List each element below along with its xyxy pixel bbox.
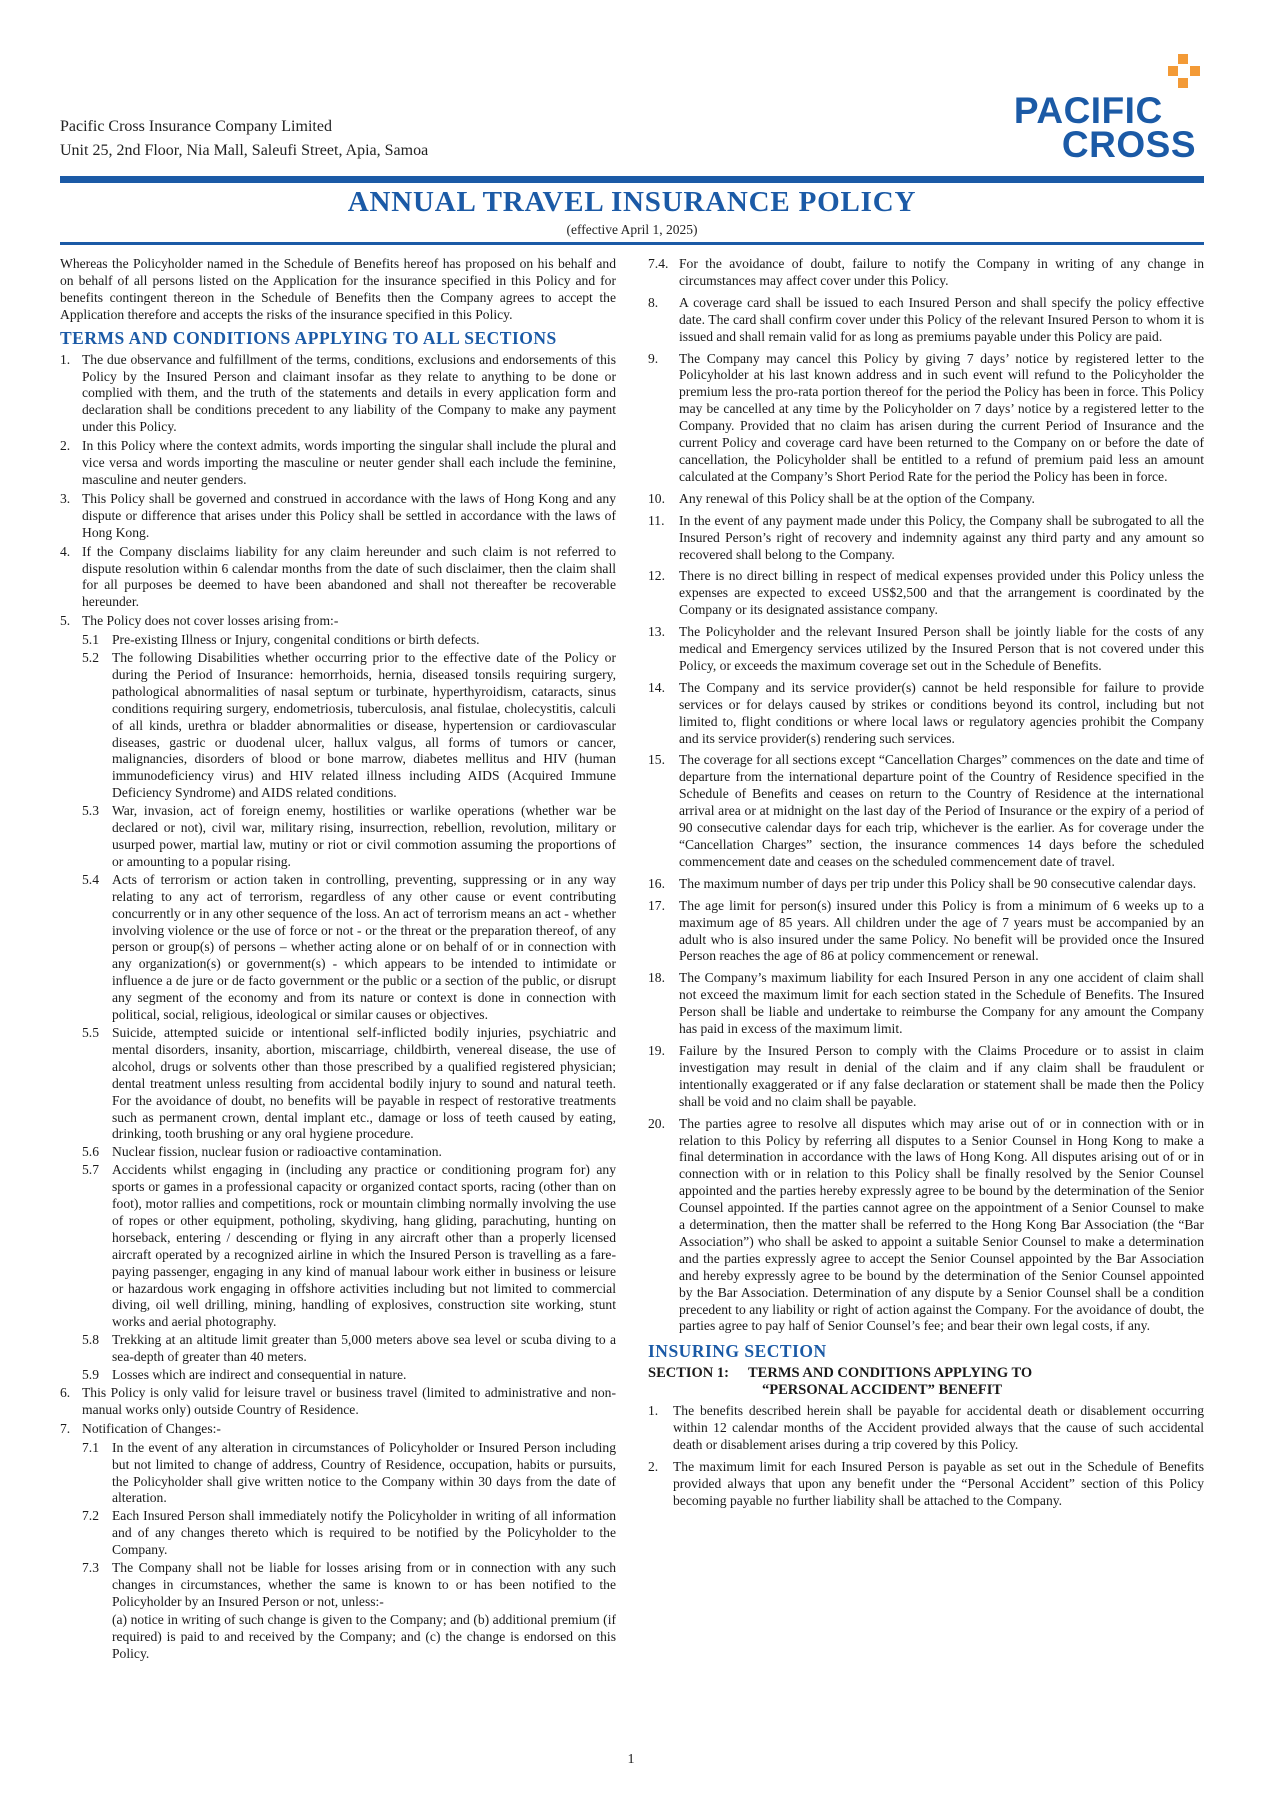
term-item (60, 1421, 616, 1438)
exclusion-item-text: Accidents whilst engaging in (including any practice or conditioning program for) any sports or games in a professional capacity or organized contact sports, racing (other than on foot), motor rallies and competitions, rock or mountain climbing normally involving the use of ropes or other equipment, potholing, skydiving, hang gliding, parachuting, hunting on horseback, entering / descending or flying in any aircraft other than a properly licensed aircraft operated by a recognized airline in which the Insured Person is travelling as a fare-paying passenger, engaging in any kind of manual labour work either in business or leisure or hazardous work engaging in offshore activities including but not limited to commercial diving, oil well drilling, mining, handling of explosives, construction site working, stunt works and aerial photography. (112, 1162, 616, 1330)
term-item-text: There is no direct billing in respect of medical expenses provided under this Policy unless the expenses are expected to exceed US$2,500 and that the arrangement is coordinated by the Company or its designated assistance company. (679, 568, 1204, 618)
exclusion-item-text: Trekking at an altitude limit greater than 5,000 meters above sea level or scuba diving to a sea-depth of greater than 40 meters. (112, 1332, 616, 1365)
change-conditions-note: (a) notice in writing of such change is given to the Company; and (b) additional premium (if required) is paid to and received by the Company; and (c) the change is endorsed on this Policy. (112, 1611, 616, 1661)
section-1-label: SECTION 1: (648, 1365, 729, 1382)
term-item-number: 15. (648, 752, 665, 768)
change-item-text: Each Insured Person shall immediately notify the Policyholder in writing of all information and of any changes thereto which is required to be notified by the Policyholder to the Company. (112, 1508, 616, 1558)
page-header (60, 50, 1204, 175)
term-item (648, 1116, 1204, 1336)
section-1-title (648, 1365, 1204, 1399)
exclusion-item-text: Losses which are indirect and consequential in nature. (112, 1367, 407, 1383)
company-info (60, 115, 428, 163)
term-item (60, 491, 616, 542)
term-item-number: 7.4. (648, 256, 669, 271)
term-item (60, 613, 616, 630)
exclusion-item (82, 1025, 616, 1143)
exclusion-item (82, 632, 616, 649)
exclusion-item-number: 5.5 (82, 1024, 99, 1040)
term-item (648, 624, 1204, 675)
term-item-text: The parties agree to resolve all disputes which may arise out of or in connection with or in relation to this Policy by referring all disputes to a Senior Counsel in Hong Kong to make a final determination in accordance with the laws of Hong Kong. All disputes arising out of or in connection with or in relation to this Policy shall be finally resolved by the Senior Counsel appointed and the parties hereby expressly agree to be bound by the determination of the Senior Counsel appointed. If the parties cannot agree on the appointment of a Senior Counsel to make a determination, then the matter shall be referred to the Hong Kong Bar Association (the “Bar Association”) who shall be asked to appoint a suitable Senior Counsel to make a determination and the parties expressly agree to accept the Senior Counsel appointed by the Bar Association and hereby expressly agree to be bound by the determination of the Senior Counsel appointed by the Bar Association. Determination of any dispute by a Senior Counsel shall be a condition precedent to any liability or right of action against the Company. For the avoidance of doubt, the parties agree to pay half of Senior Counsel’s fee; and bear their own legal costs, if any. (679, 1115, 1204, 1334)
term-item-number: 10. (648, 490, 665, 506)
logo-line-1: PACIFIC (1013, 90, 1163, 131)
term-item (60, 438, 616, 489)
term-item-number: 19. (648, 1042, 665, 1058)
section-1-item (648, 1459, 1204, 1510)
exclusion-item (82, 650, 616, 802)
term-item-text: A coverage card shall be issued to each Insured Person and shall specify the policy effective date. The card shall confirm cover under this Policy of the relevant Insured Person to whom it is issued and shall remain valid for as long as premiums payable under this Policy are paid. (679, 294, 1204, 344)
term-item-number: 17. (648, 897, 665, 913)
exclusion-item (82, 1162, 616, 1331)
logo-line-2: CROSS (1061, 124, 1196, 165)
exclusion-item (82, 1332, 616, 1366)
exclusion-item-text: Nuclear fission, nuclear fusion or radioactive contamination. (112, 1144, 442, 1160)
exclusion-item-number: 5.2 (82, 650, 99, 666)
change-item-number: 7.3 (82, 1560, 99, 1576)
exclusion-item-number: 5.7 (82, 1162, 99, 1178)
term-item-number: 20. (648, 1115, 665, 1131)
term-item-text: The Company’s maximum liability for each Insured Person in any one accident of claim shall not exceed the maximum limit for each section stated in the Schedule of Benefits. The Insured Person shall be liable and undertake to reimburse the Company for any amount the Company has paid in excess of the maximum limit. (679, 970, 1204, 1037)
exclusion-item (82, 803, 616, 871)
right-column (648, 256, 1204, 1515)
term-item-text: The Policy does not cover losses arising from:- (82, 613, 339, 629)
section-1-title-line-2: “PERSONAL ACCIDENT” BENEFIT (762, 1382, 1003, 1399)
term-number: 6. (60, 1385, 71, 1400)
section-1-item (648, 1403, 1204, 1454)
term-item-number: 3. (60, 490, 71, 506)
term-item-text: Failure by the Insured Person to comply with the Claims Procedure or to assist in claim investigation may result in denial of the claim and if any claim shall be fraudulent or intentionally exaggerated or if any false declaration or statement shall be made then the Policy shall be void and no claim shall be payable. (679, 1042, 1204, 1109)
change-item-text: In the event of any alteration in circumstances of Policyholder or Insured Person including but not limited to change of address, Country of Residence, occupation, habits or pursuits, the Policyholder shall give written notice to the Company within 30 days from the date of alteration. (112, 1439, 616, 1506)
exclusion-item-text: Pre-existing Illness or Injury, congenital conditions or birth defects. (112, 632, 480, 648)
term-text: Notification of Changes:- (82, 1420, 221, 1436)
term-item-text: The maximum number of days per trip under this Policy shall be 90 consecutive calendar days. (679, 875, 1197, 891)
exclusion-item-number: 5.1 (82, 632, 99, 648)
term-item-text: If the Company disclaims liability for any claim hereunder and such claim is not referred to dispute resolution within 6 calendar months from the date of such disclaimer, then the claim shall for all purposes be deemed to have been abandoned and shall not thereafter be recoverable hereunder. (82, 543, 616, 610)
change-item (82, 1440, 616, 1508)
section-1-item-text: The benefits described herein shall be payable for accidental death or disablement occurring within 12 calendar months of the Accident provided always that the cause of such accidental death or disablement arises during a trip covered by this Policy. (673, 1403, 1204, 1453)
term-item (648, 568, 1204, 619)
term-item (648, 876, 1204, 893)
section-1-list (648, 1403, 1204, 1509)
exclusion-item (82, 872, 616, 1024)
term-item-number: 13. (648, 624, 665, 640)
term-item (648, 752, 1204, 870)
term-item-text: The age limit for person(s) insured under this Policy is from a minimum of 6 weeks up to a maximum age of 85 years. All children under the age of 7 years must be accompanied by an adult who is also insured under the same Policy. No benefit will be provided once the Insured Person reaches the age of 86 at policy commencement or renewal. (679, 897, 1204, 964)
term-item-text: Any renewal of this Policy shall be at the option of the Company. (679, 490, 1035, 506)
logo-wordmark (1013, 90, 1196, 165)
term-item-number: 14. (648, 679, 665, 695)
term-item (60, 544, 616, 612)
company-address: Unit 25, 2nd Floor, Nia Mall, Saleufi Street, Apia, Samoa (60, 142, 429, 159)
insuring-section-heading: INSURING SECTION (648, 1341, 827, 1362)
term-item-text: The Company and its service provider(s) cannot be held responsible for failure to provide services or for delays caused by strikes or conditions beyond its control, including but not limited to, flight conditions or where local laws or regulatory agencies prohibit the Company and its service provider(s) rendering such services. (679, 679, 1204, 746)
section-1-item-number: 2. (648, 1459, 659, 1475)
term-item-number: 8. (648, 294, 659, 310)
document-title: ANNUAL TRAVEL INSURANCE POLICY (347, 186, 917, 218)
exclusion-item (82, 1367, 616, 1384)
term-item (648, 898, 1204, 966)
header-rule-thick (60, 176, 1204, 183)
term-item-number: 18. (648, 970, 665, 986)
term-item-text: For the avoidance of doubt, failure to notify the Company in writing of any change in circumstances may affect cover under this Policy. (679, 256, 1204, 288)
term-item-number: 1. (60, 351, 71, 367)
term-item (648, 351, 1204, 486)
header-rule-thin (60, 242, 1204, 245)
exclusion-item-number: 5.4 (82, 871, 99, 887)
preamble: Whereas the Policyholder named in the Schedule of Benefits hereof has proposed on his behalf and on behalf of all persons listed on the Application for the insurance specified in this Policy and for benefits contingent thereon in the Schedule of Benefits then the Company agrees to accept the Application therefore and accepts the risks of the insurance specified in this Policy. (60, 256, 616, 322)
term-item-text: The due observance and fulfillment of the terms, conditions, exclusions and endorsements of this Policy by the Insured Person and claimant insofar as they relate to anything to be done or complied with them, and the truth of the statements and details in every application form and declaration shall be conditions precedent to any liability of the Company to make any payment under this Policy. (82, 351, 616, 435)
term-item (648, 256, 1204, 290)
term-item (60, 352, 616, 437)
section-1-title-text (748, 1365, 1204, 1399)
term-item-text: The Company may cancel this Policy by giving 7 days’ notice by registered letter to the Policyholder at his last known address and in such event will refund to the Policyholder the premium less the pro-rata portion thereof for the period the Policy has been in force. This Policy may be cancelled at any time by the Policyholder on 7 days’ notice by a registered letter to the Company. Provided that no claim has arisen during the current Period of Insurance and the current Policy and coverage card have been returned to the Company on or before the date of cancellation, the Policyholder shall be entitled to a refund of premium paid less an amount calculated at the Company’s Short Period Rate for the period the Policy has been in force. (679, 350, 1204, 484)
term-item-text: The Policyholder and the relevant Insured Person shall be jointly liable for the costs of any medical and Emergency services utilized by the Insured Person that is not covered under this Policy, or exceeds the maximum coverage set out in the Schedule of Benefits. (679, 624, 1204, 673)
section-1-title-line-1: TERMS AND CONDITIONS APPLYING TO (748, 1365, 1033, 1382)
term-text: This Policy is only valid for leisure travel or business travel (limited to administrative and non-manual works only) outside Country of Residence. (82, 1385, 616, 1417)
left-column (60, 256, 616, 1664)
term-item-number: 9. (648, 350, 659, 366)
term-item (648, 491, 1204, 508)
term-item (60, 1385, 616, 1419)
exclusion-item-number: 5.3 (82, 803, 99, 819)
term-item-number: 12. (648, 568, 665, 584)
exclusion-item-number: 5.9 (82, 1367, 99, 1383)
change-item-text: The Company shall not be liable for losses arising from or in connection with any such changes in circumstances, whether the same is known to or has been notified to the Policyholder by an Insured Person or not, unless:- (112, 1560, 616, 1609)
changes-list (60, 1440, 616, 1611)
term-item-number: 11. (648, 512, 665, 528)
exclusion-item-text: Suicide, attempted suicide or intentional self-inflicted bodily injuries, psychiatric and mental disorders, insanity, abortion, miscarriage, childbirth, venereal disease, the use of alcohol, drugs or solvents other than those prescribed by a qualified registered physician; dental treatment unless resulting from accidental bodily injury to sound and natural teeth. For the avoidance of doubt, no benefits will be payable in respect of restorative treatments such as permanent crown, dental implant etc., damage or loss of teeth caused by eating, drinking, tooth brushing or any oral hygiene procedure. (112, 1024, 616, 1142)
section-1-item-number: 1. (648, 1403, 659, 1419)
term-item-number: 16. (648, 875, 665, 891)
company-name: Pacific Cross Insurance Company Limited (60, 118, 332, 135)
term-item-text: This Policy shall be governed and construed in accordance with the laws of Hong Kong and any dispute or difference that arises under this Policy shall be settled in accordance with the laws of Hong Kong. (82, 490, 616, 540)
term-item (648, 513, 1204, 564)
exclusion-item-text: The following Disabilities whether occurring prior to the effective date of the Policy or during the Period of Insurance: hemorrhoids, hernia, diseased tonsils requiring surgery, pathological abnormalities of nasal septum or turbinate, hyperthyroidism, cataracts, sinus conditions requiring surgery, endometriosis, tuberculosis, anal fistulae, cholecystitis, calculi of all kinds, urethra or bladder abnormalities or disease, hypertension or cardiovascular diseases, gastric or duodenal ulcer, hallux valgus, all forms of tumors or cancer, malignancies, disorders of blood or bone marrow, diabetes mellitus and HIV (human immunodeficiency virus) and HIV related illness including AIDS (Acquired Immune Deficiency Syndrome) and AIDS related conditions. (112, 650, 616, 801)
pacific-cross-logo (1014, 54, 1204, 170)
term-item-text: In this Policy where the context admits, words importing the singular shall include the plural and vice versa and words importing the masculine or neuter gender shall each include the feminine, masculine and neuter genders. (82, 438, 616, 487)
term-item-number: 5. (60, 613, 71, 629)
term-item (648, 295, 1204, 346)
exclusion-item (82, 1144, 616, 1161)
terms-list (60, 352, 616, 631)
terms-heading: TERMS AND CONDITIONS APPLYING TO ALL SECTIONS (60, 327, 557, 348)
term-item-number: 4. (60, 543, 71, 559)
term-item-text: In the event of any payment made under this Policy, the Company shall be subrogated to all the Insured Person’s right of recovery and indemnity against any third party and any amount so recovered shall belong to the Company. (679, 512, 1204, 562)
term-item (648, 1043, 1204, 1111)
term-item (648, 680, 1204, 748)
term-item-number: 2. (60, 438, 71, 454)
change-item-number: 7.2 (82, 1508, 99, 1524)
document-subtitle: (effective April 1, 2025) (566, 222, 698, 237)
terms-list-continued (648, 256, 1204, 1335)
exclusion-item-text: Acts of terrorism or action taken in controlling, preventing, suppressing or in any way relating to any act of terrorism, regardless of any other cause or event contributing concurrently or in any other sequence of the loss. An act of terrorism means an act - whether involving violence or the use of force or not - or the threat or the preparation thereof, of any person or group(s) of persons – whether acting alone or on behalf of or in connection with any organization(s) or government(s) - which appears to be intended to intimidate or influence a de jure or de facto government or the public or a section of the public, or disrupt any segment of the economy and from its nature or context is done in connection with political, social, religious, ideological or similar causes or objectives. (112, 871, 616, 1023)
exclusions-list (60, 632, 616, 1384)
section-1-item-text: The maximum limit for each Insured Person is payable as set out in the Schedule of Benefits provided always that upon any benefit under the “Personal Accident” section of this Policy becoming payable no further liability shall be attached to the Company. (673, 1459, 1204, 1508)
exclusion-item-number: 5.6 (82, 1144, 99, 1160)
exclusion-item-text: War, invasion, act of foreign enemy, hostilities or warlike operations (whether war be declared or not), civil war, military rising, insurrection, rebellion, revolution, military or usurped power, martial law, mutiny or riot or civil commotion assuming the proportions of or amounting to a popular rising. (112, 803, 616, 869)
logo-cross-icon (1164, 54, 1204, 94)
term-item (648, 970, 1204, 1038)
change-item (82, 1508, 616, 1559)
change-item-number: 7.1 (82, 1439, 99, 1455)
change-item (82, 1560, 616, 1611)
page-number: 1 (627, 1752, 635, 1767)
term-number: 7. (60, 1420, 71, 1436)
term-item-text: The coverage for all sections except “Cancellation Charges” commences on the date and time of departure from the international departure point of the Country of Residence specified in the Schedule of Benefits and ceases on return to the Country of Residence at the international arrival area or at midnight on the last day of the Period of Insurance or the expiry of a period of 90 consecutive calendar days for each trip, whichever is the earlier. As for coverage under the “Cancellation Charges” section, the insurance commences 14 days before the scheduled commencement date and ceases on the scheduled commencement date of travel. (679, 752, 1204, 869)
exclusion-item-number: 5.8 (82, 1332, 99, 1348)
